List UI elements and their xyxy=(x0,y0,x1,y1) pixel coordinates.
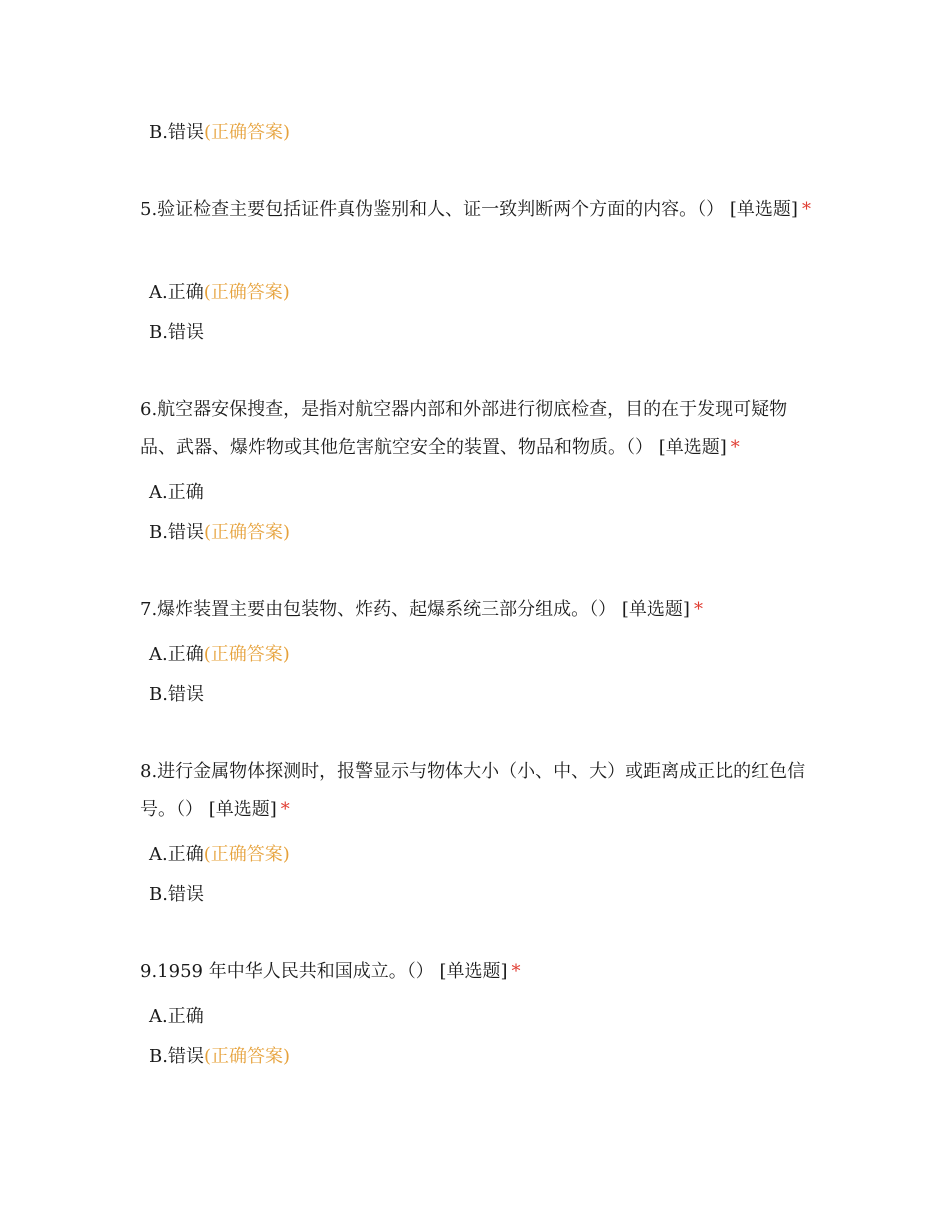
correct-answer-tag: (正确答案) xyxy=(203,644,290,665)
option-label: B.错误 xyxy=(149,322,204,343)
q5-option-b[interactable] xyxy=(149,321,204,345)
correct-answer-tag: (正确答案) xyxy=(203,844,290,865)
option-label: A.正确 xyxy=(149,1006,204,1027)
question-text: 8.进行金属物体探测时，报警显示与物体大小（小、中、大）或距离成正比的红色信号。（） xyxy=(140,761,806,820)
option-label: B.错误 xyxy=(149,684,204,705)
option-label: A.正确 xyxy=(149,282,204,303)
q9-option-a[interactable] xyxy=(149,1005,204,1029)
correct-answer-tag: (正确答案) xyxy=(203,522,290,543)
q5-option-a[interactable] xyxy=(149,281,290,305)
q8-option-a[interactable] xyxy=(149,843,290,867)
question-9 xyxy=(140,953,812,991)
question-type: [单选题] xyxy=(729,199,798,220)
question-text: 5.验证检查主要包括证件真伪鉴别和人、证一致判断两个方面的内容。（） xyxy=(140,199,725,220)
q6-option-b[interactable] xyxy=(149,521,290,545)
question-8 xyxy=(140,753,812,829)
question-type: [单选题] xyxy=(658,437,727,458)
correct-answer-tag: (正确答案) xyxy=(203,282,290,303)
question-text: 7.爆炸装置主要由包装物、炸药、起爆系统三部分组成。（） xyxy=(140,599,617,620)
option-label: A.正确 xyxy=(149,482,204,503)
q7-option-b[interactable] xyxy=(149,683,204,707)
correct-answer-tag: (正确答案) xyxy=(203,1046,290,1067)
option-label: B.错误 xyxy=(149,122,204,143)
option-label: B.错误 xyxy=(149,1046,204,1067)
q6-option-a[interactable] xyxy=(149,481,204,505)
correct-answer-tag: (正确答案) xyxy=(203,122,290,143)
q4-option-b[interactable] xyxy=(149,121,290,145)
question-text: 6.航空器安保搜查，是指对航空器内部和外部进行彻底检查，目的在于发现可疑物品、武器、爆炸物或其他危害航空安全的装置、物品和物质。（） xyxy=(140,399,788,458)
question-7 xyxy=(140,591,812,629)
question-6 xyxy=(140,391,812,467)
required-mark: * xyxy=(693,599,703,620)
question-type: [单选题] xyxy=(439,961,508,982)
option-label: A.正确 xyxy=(149,644,204,665)
required-mark: * xyxy=(280,799,290,820)
q7-option-a[interactable] xyxy=(149,643,290,667)
question-type: [单选题] xyxy=(621,599,690,620)
q9-option-b[interactable] xyxy=(149,1045,290,1069)
option-label: B.错误 xyxy=(149,522,204,543)
question-type: [单选题] xyxy=(208,799,277,820)
q8-option-b[interactable] xyxy=(149,883,204,907)
option-label: A.正确 xyxy=(149,844,204,865)
question-text: 9.1959 年中华人民共和国成立。（） xyxy=(140,961,434,982)
required-mark: * xyxy=(801,199,811,220)
required-mark: * xyxy=(730,437,740,458)
question-5 xyxy=(140,191,812,229)
required-mark: * xyxy=(511,961,521,982)
option-label: B.错误 xyxy=(149,884,204,905)
